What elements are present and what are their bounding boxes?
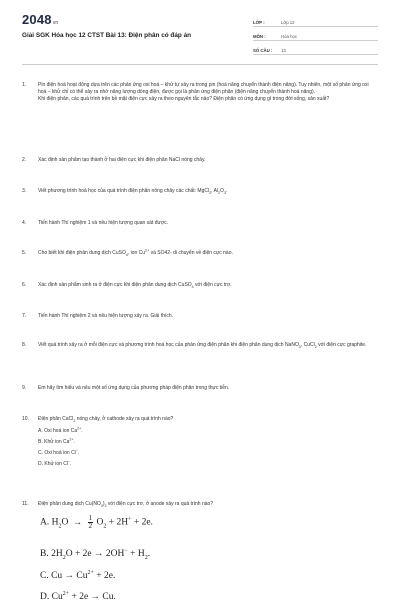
question-text: Cho biết khi điện phân dung dịch CuSO$_4$, ion $Cu^{2+}$ và SO42- di chuyển về điện cực nào.	[38, 248, 233, 257]
question-text: Viết phương trình hoá học của quá trình điện phân nóng chảy các chất: MgCl$_2$, $Al_2O_3$.	[38, 188, 228, 195]
question-number: 1.	[22, 82, 27, 88]
fraction: $\frac{1}{2}$	[88, 514, 93, 530]
question-number: 10.	[22, 416, 29, 422]
answer-option-c[interactable]: C. Oxi hoá ion Cl−.	[38, 448, 80, 456]
question-text: Viết quá trình xảy ra ở mỗi điện cực và phương trình hoá học của phản ứng điện phân khi điện phân dung dịch NaNO$_3$, CuCl$_2$ với điện cực graphite.	[38, 342, 367, 349]
reaction-arrow-icon: →	[72, 517, 83, 528]
question-text: Xác định sản phẩm sinh ra ở điện cực khi điện phân dung dịch CuSO$_4$ với điện cực trơ.	[38, 282, 232, 289]
meta-row-count	[253, 43, 378, 55]
question-text: Tiến hành Thí nghiệm 2 và nêu hiện tượng xảy ra. Giải thích.	[38, 313, 174, 319]
question-number: 7.	[22, 313, 27, 319]
meta-table	[253, 15, 378, 55]
meta-row-class	[253, 15, 378, 27]
answer-option-d[interactable]: D. $Cu^{2+} + 2e \to Cu$.	[40, 590, 116, 602]
question-text: Điện phân dung dịch $Cu(NO_3)_2$ với điện cực trơ, ở anode xảy ra quá trình nào?	[38, 501, 214, 508]
question-text: Pin điện hoá hoạt động dựa trên các phản ứng oxi hoá – khử tự xảy ra trong pin (hoá năng chuyển thành điện năng). Tuy nhiên, một số phản ứng oxi hoá – khử chỉ có thể xảy ra nhờ năng lượng dòng điện, được gọi là phản ứng điện phân (điện năng chuyển thành hoá năng).	[38, 82, 369, 95]
meta-label: SỐ CÂU :	[253, 48, 273, 53]
question-number: 8.	[22, 342, 27, 348]
page-title: Giải SGK Hóa học 12 CTST Bài 13: Điện phân có đáp án	[22, 32, 192, 39]
answer-option-c[interactable]: C. $Cu \to Cu^{2+} + 2e$.	[40, 569, 116, 581]
question-number: 9.	[22, 385, 27, 391]
question-text: Em hãy tìm hiểu và nêu một số ứng dụng của phương pháp điện phân trong thực tiễn.	[38, 385, 230, 391]
question-text: Khi điện phân, các quá trình trên bề mặt điện cực xảy ra theo nguyên tắc nào? Điện phân có ứng dụng gì trong đời sống, sản xuất?	[38, 96, 330, 102]
meta-label: LỚP :	[253, 20, 265, 25]
header-divider	[22, 64, 378, 65]
answer-option-b[interactable]: B. $2H_2O + 2e \to 2OH^- + H_2$.	[40, 547, 151, 561]
meta-row-subject	[253, 29, 378, 41]
meta-value: 13	[281, 48, 286, 53]
meta-label: MÔN :	[253, 34, 266, 39]
question-number: 6.	[22, 282, 27, 288]
question-text: Điện phân CaCl$_2$ nóng chảy, ở cathode xảy ra quá trình nào?	[38, 416, 174, 423]
question-text: Xác định sản phẩm tạo thành ở hai điện cực khi điện phân NaCl nóng chảy.	[38, 157, 206, 163]
question-number: 2.	[22, 157, 27, 163]
question-number: 5.	[22, 250, 27, 256]
meta-value: Hóa học	[281, 34, 298, 39]
answer-option-a[interactable]: A. $H_2O$ → $\frac{1}{2}$ $O_2 + 2H^+ + 2e$.	[40, 514, 153, 530]
answer-option-a[interactable]: A. Oxi hoá ion $Ca^{2+}$.	[38, 426, 83, 434]
meta-value: Lớp 12	[281, 20, 295, 25]
site-logo[interactable]: 2048vn	[22, 12, 59, 27]
question-number: 4.	[22, 220, 27, 226]
question-text: Tiến hành Thí nghiệm 1 và nêu hiện tượng quan sát được.	[38, 220, 168, 226]
question-number: 11.	[22, 501, 29, 507]
answer-option-d[interactable]: D. Khử ion Cl−.	[38, 459, 72, 467]
answer-option-b[interactable]: B. Khử ion $Ca^{2+}$.	[38, 437, 75, 445]
question-number: 3.	[22, 188, 27, 194]
